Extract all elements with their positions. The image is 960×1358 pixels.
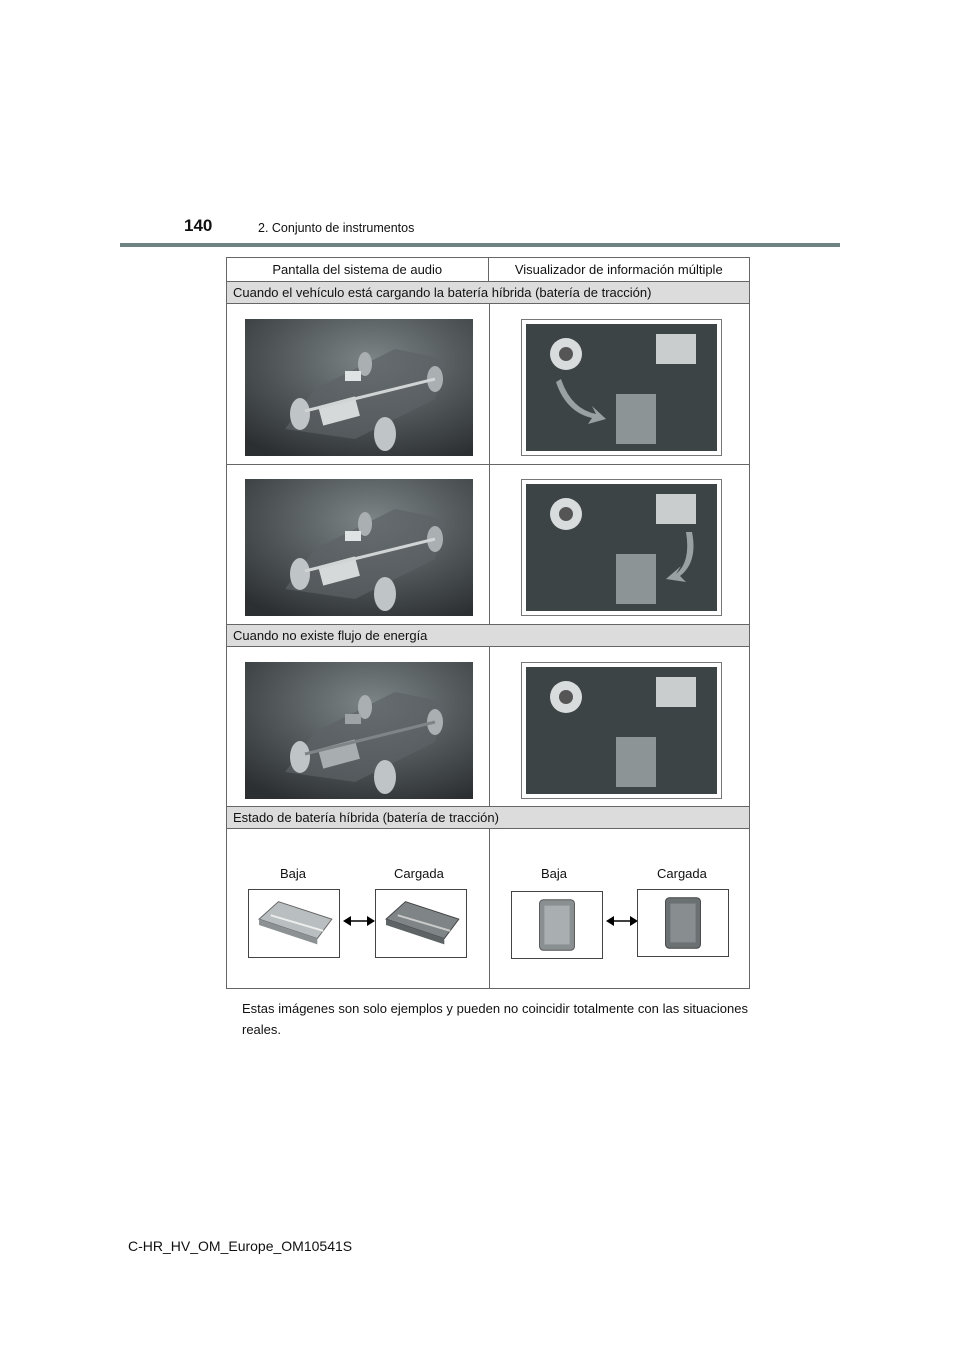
table-row: [227, 304, 749, 465]
battery-icon: [616, 737, 656, 787]
table-header-row: [227, 258, 749, 282]
page-number: 140: [184, 216, 213, 235]
multi-info-display-image: [526, 484, 717, 611]
column-divider: [489, 465, 490, 624]
multi-info-display-image: [526, 324, 717, 451]
mid-battery-charged: [637, 889, 729, 957]
audio-screen-image: [245, 319, 473, 456]
document-id: C-HR_HV_OM_Europe_OM10541S: [128, 1238, 353, 1254]
car-chassis-icon: [245, 479, 473, 616]
column-divider: [489, 829, 490, 988]
mid-low-label: Baja: [541, 866, 568, 881]
engine-icon: [656, 677, 696, 707]
car-chassis-icon: [245, 662, 473, 799]
section-no-flow-row: Cuando no existe flujo de energía: [227, 625, 749, 647]
battery-icon: [249, 890, 339, 957]
section-status-row: Estado de batería híbrida (batería de tracción): [227, 807, 749, 829]
column-divider: [489, 647, 490, 806]
audio-charged-label: Cargada: [394, 866, 444, 881]
battery-icon: [616, 554, 656, 604]
audio-battery-low: [248, 889, 340, 958]
audio-battery-charged: [375, 889, 467, 958]
table-row: [227, 465, 749, 625]
column-header-audio: Pantalla del sistema de audio: [227, 258, 489, 281]
battery-icon: [638, 890, 728, 956]
audio-screen-image: [245, 662, 473, 799]
double-arrow-icon: [606, 914, 638, 928]
column-header-multi-info: Visualizador de información múltiple: [514, 262, 723, 277]
table-row: [227, 829, 749, 988]
table-row: [227, 647, 749, 807]
mid-charged-label: Cargada: [657, 866, 707, 881]
battery-icon: [616, 394, 656, 444]
header-rule: [120, 243, 840, 247]
engine-icon: [656, 494, 696, 524]
energy-flow-table: [226, 257, 750, 989]
disclaimer-note: Estas imágenes son solo ejemplos y pueden no coincidir totalmente con las situaciones reales.: [242, 1001, 748, 1037]
column-divider: [489, 304, 490, 464]
mid-battery-low: [511, 891, 603, 959]
engine-icon: [656, 334, 696, 364]
double-arrow-icon: [343, 914, 375, 928]
car-chassis-icon: [245, 319, 473, 456]
section-charging-row: Cuando el vehículo está cargando la batería híbrida (batería de tracción): [227, 282, 749, 304]
multi-info-display-image: [526, 667, 717, 794]
section-title: 2. Conjunto de instrumentos: [258, 221, 415, 235]
audio-low-label: Baja: [280, 866, 307, 881]
battery-icon: [376, 890, 466, 957]
battery-icon: [512, 892, 602, 958]
audio-screen-image: [245, 479, 473, 616]
